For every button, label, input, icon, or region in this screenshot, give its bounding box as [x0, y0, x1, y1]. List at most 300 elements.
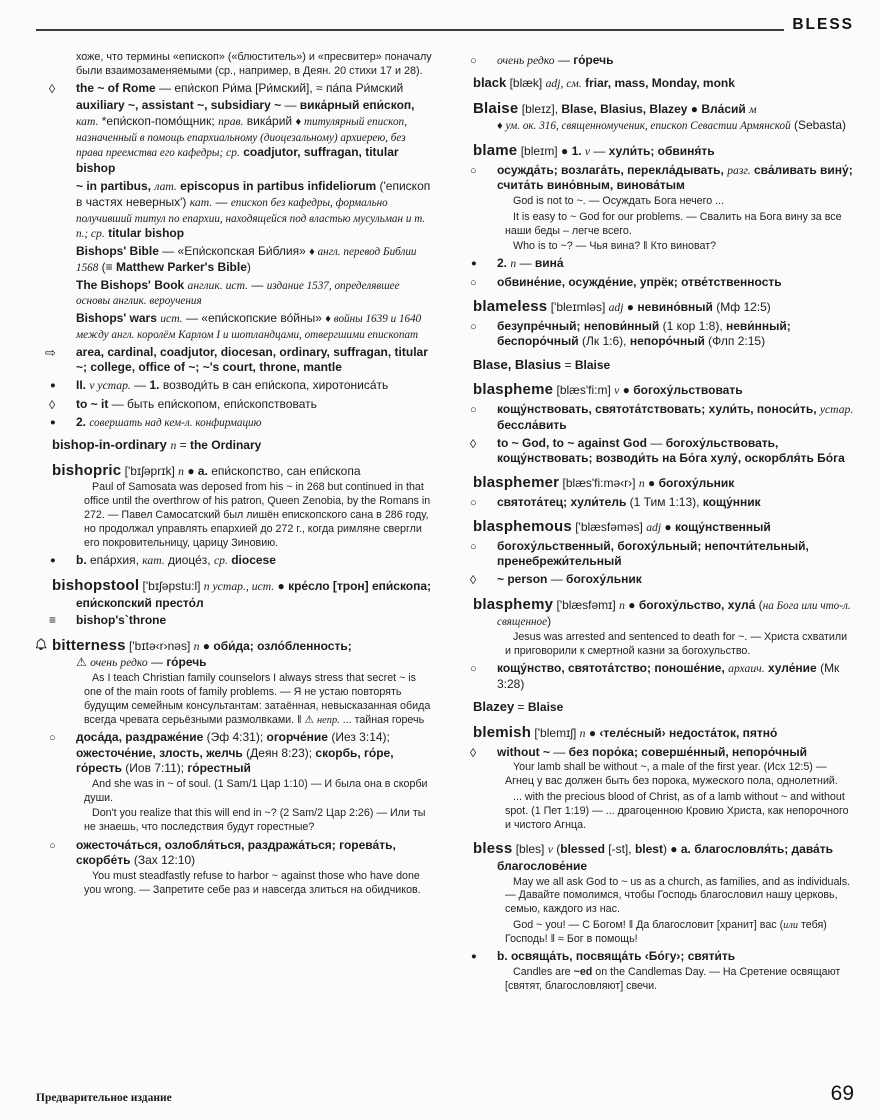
entry-text: кощу́нствовать, святота́тствовать; хули́ть, поноси́ть,	[497, 401, 820, 416]
entry-text: on the Candlemas Day. — На Сретение освящают [святят, благословляют] свечи.	[505, 965, 841, 992]
entry-text: [blæk]	[506, 76, 546, 91]
entry-text: ♦ войны 1639 и 1640 между англ. королём Карлом I и шотландцами, отвергшими епископат	[76, 313, 422, 342]
example-text	[36, 672, 433, 728]
entry-text: ~ in partibus,	[76, 178, 155, 193]
entry-text: Candles are	[513, 965, 574, 978]
entry-text: the ~ of Rome	[76, 80, 156, 95]
entry-text: ⚠	[76, 654, 91, 669]
entry-text: ♦ ум. ок. 316, священномученик, епископ Севастии Армянской	[497, 120, 791, 133]
entry-text: (Флп 2:15)	[704, 334, 766, 349]
entry-text: n устар., ист.	[203, 580, 275, 594]
example-text	[457, 791, 854, 833]
circle-icon: ○	[470, 164, 477, 177]
circle-icon: ○	[49, 732, 56, 745]
entry-line	[457, 745, 854, 760]
entry-text: (Иез 3:14);	[327, 730, 390, 745]
entry-text: (Зах 12:10)	[130, 853, 196, 868]
entry-text: ‹теле́сный› недоста́ток, пятно́	[599, 725, 778, 740]
entry-line	[36, 81, 433, 96]
right-column	[457, 50, 854, 1075]
entry-text: bishop's`throne	[76, 613, 167, 628]
bullet-icon: ●	[50, 380, 56, 392]
entry-text: ... with the precious blood of Christ, as of a lamb without ~ and without spot. (1 Пет 1:19) — ... драгоценною Кровию Христа, как непорочного и чистого Агнца.	[505, 790, 849, 831]
entry-text: ~ed	[573, 965, 593, 978]
entry-text: ●	[183, 463, 198, 478]
entry-text: огорче́ние	[266, 730, 328, 745]
entry-text: ... тайная горечь	[339, 714, 425, 727]
entry-text: —	[590, 143, 609, 158]
headword-entry	[457, 357, 854, 374]
headword-entry	[457, 473, 854, 492]
entry-text: 2.	[76, 414, 90, 429]
headword-entry	[36, 461, 433, 480]
entry-text: blest	[634, 842, 663, 857]
sub-entry	[36, 98, 433, 176]
entry-text: n	[170, 438, 177, 452]
entry-text: II.	[76, 378, 90, 393]
entry-text: God is not to ~. — Осуждать Бога нечего ...	[513, 195, 725, 208]
headword-entry	[457, 141, 854, 160]
entry-text: ср.	[225, 146, 240, 160]
entry-text: разг.	[727, 163, 751, 177]
entry-text: лат.	[154, 179, 177, 193]
entry-text: a.	[197, 463, 208, 478]
entry-text: )	[547, 613, 552, 628]
entry-text: —	[248, 277, 267, 292]
entry-text: ●	[199, 638, 214, 653]
example-text	[457, 211, 854, 239]
entry-text: =	[561, 357, 575, 372]
entry-text: ['bɪtə‹r›nəs]	[125, 638, 194, 653]
entry-text: ожесточа́ться, озлобля́ться, раздража́ться; горева́ть, скорбе́ть	[76, 837, 396, 868]
entry-text: ['blæsfəməs]	[571, 520, 647, 535]
entry-line	[457, 436, 854, 467]
entry-text: auxiliary ~, assistant ~, subsidiary ~	[76, 98, 282, 113]
entry-text: bless	[473, 840, 513, 858]
headword-entry	[457, 699, 854, 716]
entry-text: возводи́ть в сан епи́скопа, хиротониса́ть	[159, 378, 389, 393]
entry-line	[36, 730, 433, 776]
entry-text: —	[554, 52, 574, 67]
entry-text: (Иов 7:11);	[121, 761, 188, 776]
entry-text: [bleɪz],	[518, 102, 562, 117]
entry-text: (	[552, 842, 561, 857]
entry-text: *епи́скоп-помо́щник;	[98, 113, 219, 128]
entry-text: blemish	[473, 723, 532, 741]
entry-text: (Мк 3:28)	[497, 661, 840, 691]
entry-text: ●	[623, 300, 638, 315]
entry-text: (Лк 1:6),	[578, 334, 630, 349]
example-text	[36, 778, 433, 806]
headword-entry	[457, 839, 854, 874]
entry-line	[457, 949, 854, 964]
entry-text: 1.	[571, 143, 585, 158]
text-columns	[36, 50, 854, 1075]
entry-text: осужда́ть; возлага́ть, перекла́дывать,	[497, 162, 728, 177]
entry-text: скорбь, го́ре, го́ресть	[76, 745, 394, 776]
entry-text: friar, mass, Monday, monk	[581, 76, 735, 91]
example-text	[457, 195, 854, 209]
entry-text: ●	[619, 383, 634, 398]
entry-text: совершать над кем-л. конфирмацию	[89, 416, 262, 429]
entry-text: очень редко	[497, 53, 555, 67]
example-text	[36, 870, 433, 898]
diamond-icon: ◊	[470, 745, 477, 760]
entry-text: [-st],	[604, 842, 635, 857]
entry-text: ♦ англ. перевод Библии 1568	[76, 246, 417, 274]
entry-text: богоху́льственный, богоху́льный; непочти́тельный, пренебрежи́тельный	[497, 539, 809, 569]
entry-text: ●	[624, 597, 639, 612]
entry-text: ●	[687, 102, 702, 117]
entry-text: хули́ть; обвиня́ть	[608, 143, 715, 158]
entry-text: blasphemous	[473, 518, 572, 536]
diamond-icon: ◊	[49, 397, 56, 412]
entry-text: непр.	[317, 715, 340, 727]
example-text	[36, 807, 433, 835]
entry-text: n	[193, 639, 200, 653]
entry-text: —	[147, 654, 167, 669]
entry-text: [bles]	[512, 842, 548, 857]
entry-text: ['blæsfəmɪ]	[553, 597, 620, 612]
example-text	[457, 966, 854, 994]
entry-text: (	[755, 597, 763, 612]
page-number: 69	[830, 1082, 854, 1105]
entry-text: (≡	[98, 259, 116, 274]
entry-text: bishopstool	[52, 577, 140, 595]
entry-text: =	[514, 700, 528, 715]
example-text	[457, 631, 854, 659]
entry-text: bishop-in-ordinary	[52, 436, 171, 452]
entry-text: As I teach Christian family counselors I always stress that secret ~ is one of the main roots of family problems. — Я не устаю повторять будущим семейным консультантам: затаённая, невысказанная обида всегда чревата серьёзными размолвками. ‖ ⚠	[84, 672, 431, 727]
entry-text: кре́сло [трон] епи́скопа; епи́скопский престо́л	[76, 579, 432, 610]
running-head: BLESS	[792, 16, 854, 33]
entry-text: titular bishop	[104, 225, 185, 240]
entry-text: кощу́нство, святота́тство; поноше́ние,	[497, 661, 729, 675]
entry-text: кат.	[142, 554, 165, 568]
edition-note: Предварительное издание	[36, 1092, 172, 1104]
entry-text: —	[130, 378, 150, 393]
entry-line	[36, 415, 433, 430]
equiv-icon: ≡	[49, 613, 57, 628]
example-text	[36, 481, 433, 551]
entry-text: ист.	[160, 312, 183, 326]
entry-text: ) ●	[662, 842, 681, 857]
entry-text: бессла́вить	[497, 417, 567, 432]
entry-text: Blaise	[527, 700, 564, 715]
example-text	[457, 240, 854, 254]
entry-text: Don't you realize that this will end in ~? (2 Sam/2 Цар 2:26) — Или ты не знаешь, что последствия будут горестные?	[84, 807, 426, 834]
circle-icon: ○	[470, 541, 477, 554]
entry-line	[457, 256, 854, 272]
entry-text: оби́да; озло́бленность;	[213, 638, 352, 653]
entry-text: богоху́льствовать	[633, 383, 743, 398]
entry-text: n	[579, 726, 586, 740]
entry-text: ['bɪʃəpstu:l]	[139, 579, 204, 594]
entry-text: кат.	[189, 195, 213, 209]
entry-text: издание 1537, определявшее основы англик. вероучения	[76, 279, 400, 308]
entry-text: ♦ титулярный епископ, назначенный в помощь епархиальному (диоцезальному) архиерею, без права преемства его кафедры;	[76, 115, 407, 160]
entry-text: Bishops' wars	[76, 311, 161, 326]
entry-text: ●	[274, 579, 289, 594]
entry-text: — «Епи́скопская Би́блия»	[158, 244, 310, 259]
entry-text: blaspheme	[473, 381, 554, 399]
entry-text: n	[510, 257, 517, 271]
entry-text: вика́рий	[243, 113, 296, 128]
entry-line	[457, 572, 854, 587]
entry-text: ср.	[213, 554, 228, 568]
entry-text: (Деян 8:23);	[242, 745, 316, 760]
entry-text: blessed	[560, 842, 605, 857]
arrow-icon: ⇨	[45, 345, 56, 361]
entry-text: англик. ист.	[187, 278, 249, 292]
entry-line	[36, 613, 433, 628]
bullet-icon: ●	[471, 258, 477, 270]
headword-entry	[36, 437, 433, 454]
entry-text: 2.	[497, 256, 511, 271]
entry-text: Bishops' Bible	[76, 244, 159, 259]
entry-text: — «епи́скопские во́йны»	[182, 311, 326, 326]
entry-text: епи́скопство, сан епи́скопа	[207, 463, 361, 478]
entry-text: ср.	[90, 226, 105, 240]
entry-line	[36, 553, 433, 569]
entry-text: 1.	[149, 378, 160, 393]
circle-icon: ○	[49, 839, 56, 852]
sub-entry	[36, 278, 433, 309]
entry-text: кат.	[76, 114, 99, 128]
entry-text: Your lamb shall be without ~, a male of the first year. (Исх 12:5) — Агнец у вас должен быть без порока, мужеского пола, однолетний.	[505, 761, 838, 788]
entry-line	[457, 495, 854, 510]
entry-text: diocese	[227, 553, 276, 568]
entry-text: вина́	[534, 256, 564, 271]
circle-icon: ○	[470, 54, 477, 67]
entry-text: или	[783, 919, 799, 931]
entry-text: Paul of Samosata was deposed from his ~ in 268 but continued in that office until the overthrow of his patron, Queen Zenobia, by the Romans in 272. — Павел Самосатский был лишён епископского сана в 286 году, но продолжал управлять епархией до 272 г., когда римляне свергли его покровительницу, царицу Зиновию.	[84, 481, 431, 550]
headword-entry	[36, 576, 433, 611]
headword-entry	[457, 517, 854, 536]
headword-entry	[457, 595, 854, 630]
diamond-icon: ◊	[470, 436, 477, 451]
entry-text: ('епископ в частях неверных')	[76, 178, 431, 209]
entry-text: v	[547, 843, 553, 857]
entry-text: Blase, Blasius	[473, 356, 562, 372]
entry-text: bitterness	[52, 636, 126, 654]
entry-text: Matthew Parker's Bible	[115, 259, 247, 274]
entry-line	[457, 402, 854, 433]
entry-text: Вла́сий	[701, 102, 750, 117]
entry-text: ●	[644, 476, 659, 491]
example-text	[457, 761, 854, 789]
headword-entry	[457, 75, 854, 92]
entry-text: adj	[646, 521, 662, 535]
entry-text: Who is to ~? — Чья вина? ‖ Кто виноват?	[513, 239, 717, 252]
entry-line	[36, 378, 433, 394]
entry-text: богоху́льство, хула́	[638, 597, 756, 612]
entry-text: Blase, Blasius, Blazey	[561, 102, 688, 117]
entry-text: тебя) Господь! ‖ ≈ Бог в помощь!	[505, 918, 827, 945]
entry-text: го́речь	[166, 654, 207, 669]
entry-text: blasphemer	[473, 474, 560, 492]
entry-text: доса́да, раздраже́ние	[76, 730, 204, 745]
entry-text: [bleɪm] ●	[517, 143, 572, 158]
entry-text: v	[584, 144, 591, 158]
entry-text: adj, см.	[545, 77, 582, 91]
entry-text: black	[473, 75, 507, 91]
entry-line	[457, 539, 854, 570]
entry-text: Blaise	[574, 357, 611, 372]
circle-icon: ○	[470, 663, 477, 675]
entry-text: —	[647, 435, 666, 450]
entry-line	[36, 397, 433, 412]
entry-text: —	[547, 572, 567, 587]
entry-text: хуле́ние	[764, 661, 817, 675]
entry-text: хоже, что термины «епископ» («блюститель») и «пресвитер» поначалу были взаимозаменяемыми (ср., например, в Деян. 20 стихи 17 и 28).	[76, 51, 432, 78]
entry-text: n	[178, 464, 184, 478]
entry-text: непоро́чный	[629, 334, 705, 349]
entry-text: — епи́скоп Ри́ма [Ри́мский], ≈ па́па Ри́мский	[155, 80, 404, 95]
entry-text: [blæs'fi:mə‹r›]	[559, 476, 639, 491]
entry-text: You must steadfastly refuse to harbor ~ against those who have done you wrong. — Запретите себе раз и навсегда злиться на обидчиков.	[84, 869, 421, 896]
entry-text: to ~ it	[76, 396, 109, 411]
headword-entry	[457, 723, 854, 742]
entry-text: to ~ God, to ~ against God	[497, 435, 648, 450]
entry-text: without ~	[497, 744, 550, 759]
sub-entry	[36, 179, 433, 242]
entry-text: ●	[585, 725, 600, 740]
entry-text: устар.	[819, 402, 854, 416]
entry-line	[36, 345, 433, 376]
example-text	[457, 876, 854, 918]
entry-text: богоху́льник	[658, 476, 735, 491]
entry-text: прав.	[218, 114, 244, 128]
entry-text: без поро́ка; соверше́нный, непоро́чный	[568, 744, 807, 759]
entry-text: святота́тец; хули́тель	[497, 495, 627, 510]
entry-line	[457, 53, 854, 69]
entry-text: неви́нный; беспоро́чный	[497, 318, 791, 349]
entry-text: ['bleɪmləs]	[547, 300, 609, 315]
entry-text: епа́рхия,	[86, 553, 143, 568]
bell-icon	[36, 638, 57, 655]
entry-text: a. благословля́ть; дава́ть благослове́ние	[497, 842, 833, 873]
entry-text: на Бога или что-л. священное	[497, 599, 851, 628]
sub-entry	[36, 311, 433, 342]
entry-text: b. освяща́ть, посвяща́ть ‹Бо́гу›; святи́ть	[497, 949, 736, 964]
circle-icon: ○	[470, 320, 477, 333]
entry-text: (Мф 12:5)	[712, 300, 771, 315]
entry-text: архаич.	[728, 662, 765, 675]
entry-text: епископ без кафедры, формально получивший титул по епархии, находящейся под властью мусульман и т. п.;	[76, 196, 426, 240]
entry-text: (Sebasta)	[790, 118, 847, 133]
entry-text: blameless	[473, 298, 548, 316]
entry-text: м	[749, 103, 757, 117]
entry-text: ожесточе́ние, злость, желчь	[76, 745, 243, 760]
continuation-text	[36, 50, 433, 78]
entry-line	[457, 275, 854, 290]
entry-text: Jesus was arrested and sentenced to death for ~. — Христа схватили и приговорили к смертной казни за богохульство.	[505, 630, 848, 657]
entry-text: —	[212, 194, 231, 209]
circle-icon: ○	[470, 276, 477, 289]
entry-line	[36, 838, 433, 869]
entry-text: v	[614, 384, 620, 398]
entry-text: кощу́нственный	[675, 520, 771, 535]
circle-icon: ○	[470, 497, 477, 510]
entry-text: bishopric	[52, 461, 122, 479]
entry-text: Blazey	[473, 699, 515, 715]
entry-text: богоху́льствовать, кощу́нствовать; возводи́ть на Бо́га хулу́, оскорбля́ть Бо́га	[497, 435, 845, 465]
entry-text: —	[550, 744, 569, 759]
sub-entry	[36, 244, 433, 275]
left-column	[36, 50, 433, 1075]
entry-text: blame	[473, 141, 518, 159]
entry-text: n	[619, 598, 625, 612]
entry-text: blasphemy	[473, 595, 554, 613]
bullet-icon: ●	[50, 416, 56, 428]
entry-text: ●	[661, 520, 675, 535]
entry-text: coadjutor, suffragan, titular bishop	[76, 145, 399, 175]
entry-text: episcopus in partibus infideliorum	[176, 178, 377, 193]
entry-line	[457, 163, 854, 194]
entry-text: кощу́нник	[702, 495, 761, 510]
entry-text: ~ person	[497, 572, 548, 587]
entry-text: )	[246, 259, 251, 274]
headword-entry	[36, 636, 433, 671]
entry-text: Blaise	[473, 100, 519, 118]
entry-text: (1 Тим 1:13),	[626, 495, 703, 510]
entry-text: ['bɪʃəprɪk]	[121, 463, 179, 478]
entry-text: [blæs'fi:m]	[553, 383, 615, 398]
headword-entry	[457, 297, 854, 316]
entry-text: невино́вный	[637, 300, 713, 315]
entry-text: v устар.	[89, 379, 131, 393]
entry-text: The Bishops' Book	[76, 277, 188, 292]
entry-text: May we all ask God to ~ us as a church, as families, and as individuals. — Давайте помолимся, чтобы Господь благословил нашу церковь, семью, каждого из нас.	[505, 875, 851, 916]
entry-text: n	[638, 477, 645, 491]
bullet-icon: ●	[50, 555, 56, 567]
entry-text: =	[176, 437, 190, 452]
entry-text: диоце́з,	[164, 553, 214, 568]
entry-text: го́речь	[573, 52, 614, 67]
entry-text: очень редко	[90, 655, 148, 669]
entry-text: —	[516, 256, 535, 271]
entry-text: It is easy to ~ God for our problems. — Свалить на Бога вину за все наши беды – легче всего.	[505, 210, 842, 237]
entry-text: го́рестный	[187, 761, 251, 776]
entry-text: the Ordinary	[189, 437, 262, 452]
entry-line	[457, 661, 854, 692]
circle-icon: ○	[470, 403, 477, 416]
entry-text: безупре́чный; непови́нный	[497, 318, 660, 333]
entry-text: вика́рный епи́скоп,	[299, 98, 415, 113]
entry-text: — быть епи́скопом, епи́скопствовать	[108, 396, 317, 411]
entry-text: b.	[76, 553, 87, 568]
example-text	[457, 919, 854, 947]
bullet-icon: ●	[471, 951, 477, 963]
entry-text: area, cardinal, coadjutor, diocesan, ordinary, suffragan, titular ~; college, office of ~; ~'s court, throne, mantle	[76, 345, 428, 375]
diamond-icon: ◊	[470, 573, 477, 588]
page-footer	[36, 1075, 854, 1120]
entry-text: ['blemɪʃ]	[531, 725, 580, 740]
entry-text: обвине́ние, осужде́ние, упрёк; отве́тственность	[497, 274, 782, 289]
entry-text: —	[281, 98, 300, 113]
entry-text: And she was in ~ of soul. (1 Sam/1 Цар 1:10) — И была она в скорби души.	[84, 778, 428, 804]
entry-text: God ~ you! — С Богом! ‖ Да благословит [хранит] вас (	[513, 918, 784, 931]
entry-line	[457, 319, 854, 350]
entry-text: (1 кор 1:8),	[659, 318, 726, 333]
entry-text: богоху́льник	[566, 572, 642, 587]
entry-text: (Эф 4:31);	[203, 730, 267, 745]
diamond-icon: ◊	[49, 81, 56, 96]
entry-text: adj	[608, 301, 624, 315]
page-header	[36, 16, 854, 34]
headword-entry	[457, 99, 854, 134]
